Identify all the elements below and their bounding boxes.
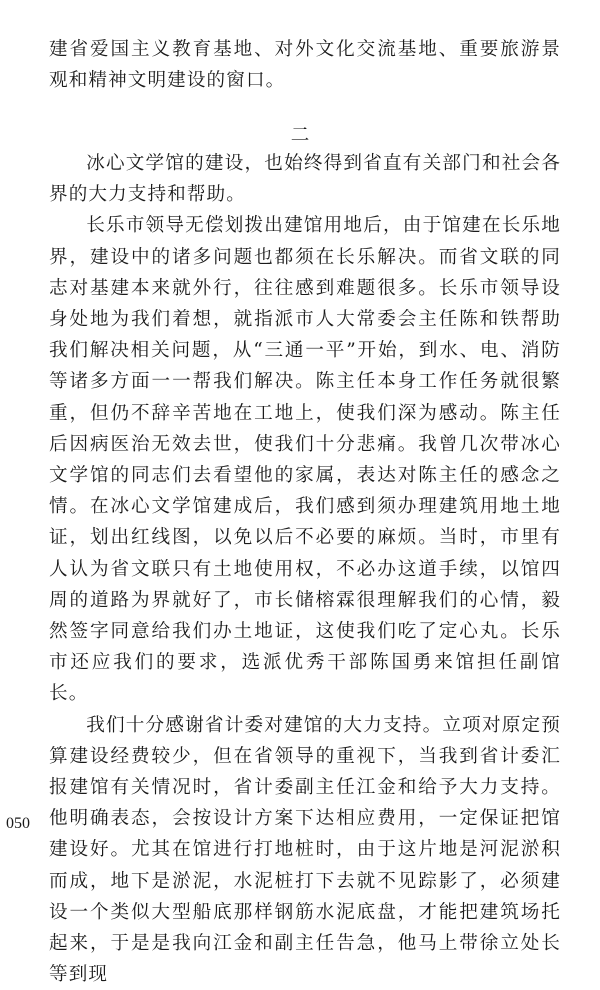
body-text: [49, 148, 561, 990]
continuation-text: 建省爱国主义教育基地、对外文化交流基地、重要旅游景观和精神文明建设的窗口。: [49, 39, 561, 92]
paragraph: 我们十分感谢省计委对建馆的大力支持。立项对原定预算建设经费较少，但在省领导的重视下，当我到省计委汇报建馆有关情况时，省计委副主任江金和给予大力支持。他明确表态，会按设计方案下达相应费用，一定保证把馆建设好。尤其在馆进行打地桩时，由于这片地是河泥淤积而成，地下是淤泥，水泥桩打下去就不见踪影了，必须建设一个类似大型船底那样钢筋水泥底盘，才能把建筑场托起来，于是是我向江金和副主任告急，他马上带徐立处长等到现: [49, 714, 561, 986]
section-heading: 二: [290, 125, 310, 146]
page-number: 050: [6, 815, 30, 832]
paragraph: 冰心文学馆的建设，也始终得到省直有关部门和社会各界的大力支持和帮助。: [49, 153, 561, 206]
continuation-paragraph: [49, 34, 561, 96]
paragraph: 长乐市领导无偿划拨出建馆用地后，由于馆建在长乐地界，建设中的诸多问题也都须在长乐解决。而省文联的同志对基建本来就外行，往往感到难题很多。长乐市领导设身处地为我们着想，就指派市人大常委会主任陈和铁帮助我们解决相关问题，从“三通一平”开始，到水、电、消防等诸多方面一一帮我们解决。陈主任本身工作任务就很繁重，但仍不辞辛苦地在工地上，使我们深为感动。陈主任后因病医治无效去世，使我们十分悲痛。我曾几次带冰心文学馆的同志们去看望他的家属，表达对陈主任的感念之情。在冰心文学馆建成后，我们感到须办理建筑用地土地证，划出红线图，以免以后不必要的麻烦。当时，市里有人认为省文联只有土地使用权，不必办这道手续，以馆四周的道路为界就好了，市长储榕霖很理解我们的心情，毅然签字同意给我们办土地证，这使我们吃了定心丸。长乐市还应我们的要求，选派优秀干部陈国勇来馆担任副馆长。: [49, 215, 561, 705]
